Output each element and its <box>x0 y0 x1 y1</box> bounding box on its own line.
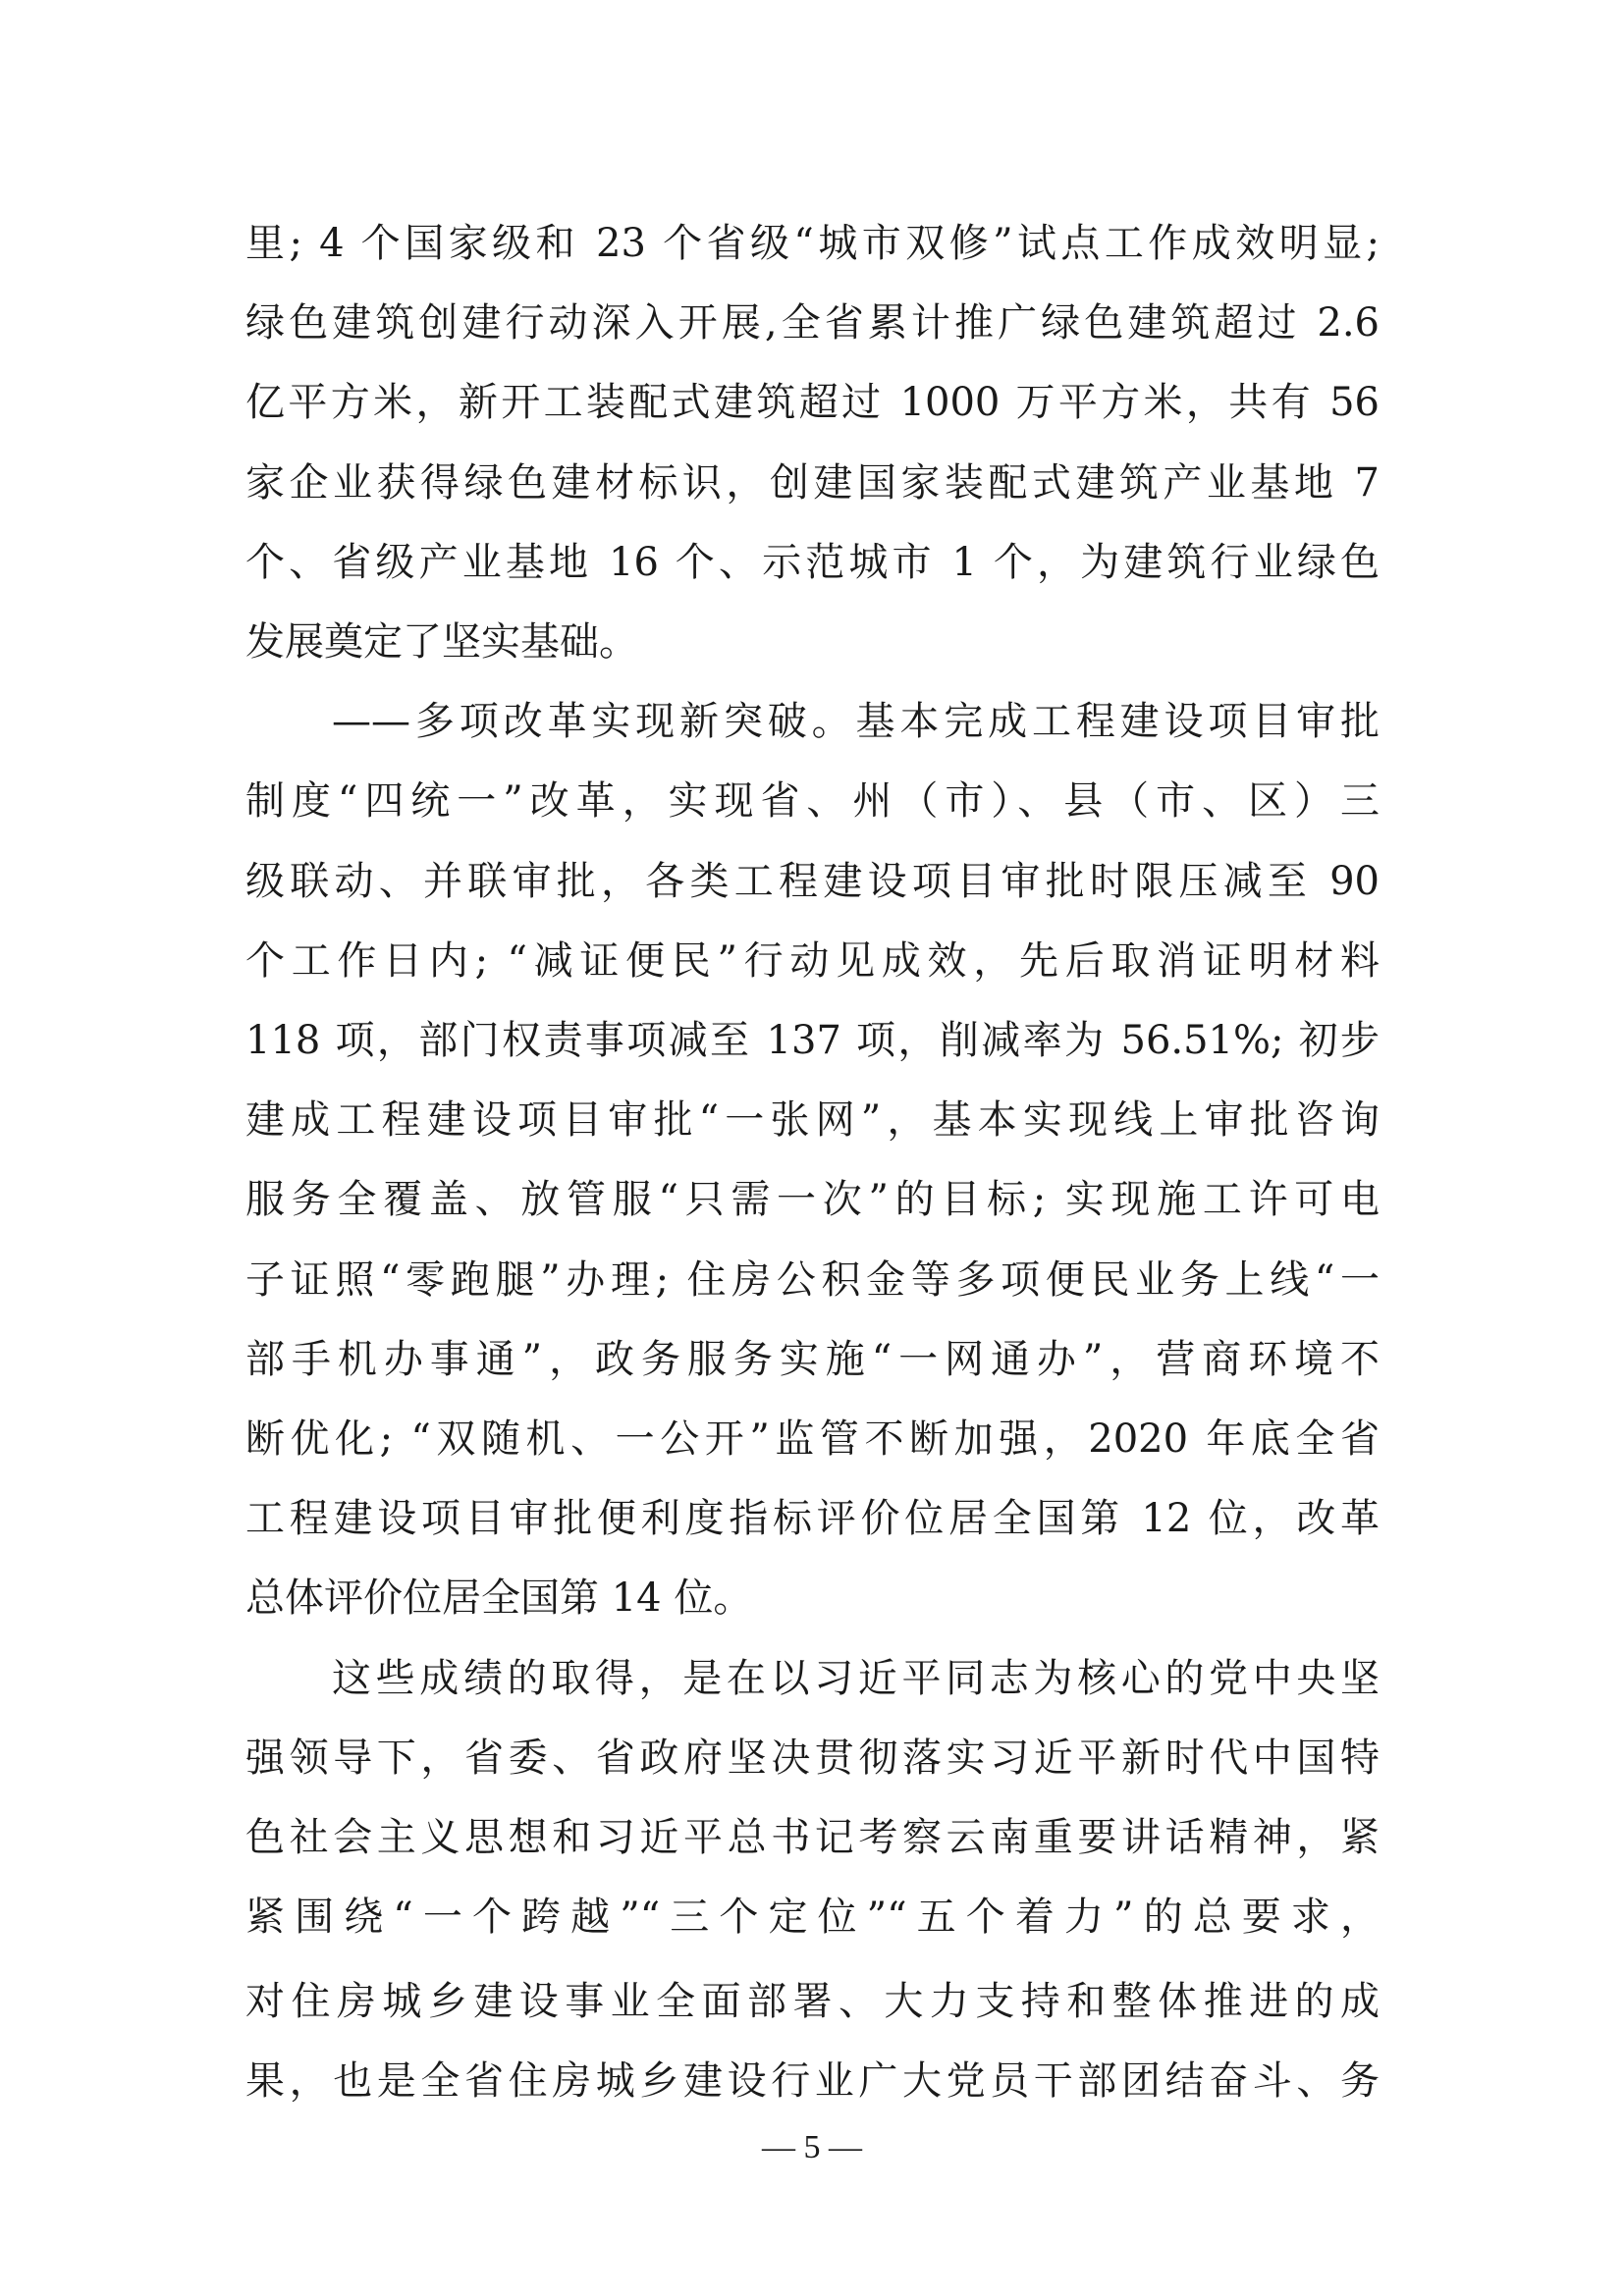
text-line: 个、省级产业基地 16 个、示范城市 1 个，为建筑行业绿色 <box>245 540 1380 585</box>
text-line: 亿平方米，新开工装配式建筑超过 1000 万平方米，共有 56 <box>245 380 1380 425</box>
text-line: 子证照“零跑腿”办理; 住房公积金等多项便民业务上线“一 <box>245 1257 1380 1303</box>
text-line: 果，也是全省住房城乡建设行业广大党员干部团结奋斗、务 <box>245 2058 1380 2104</box>
text-line: 制度“四统一”改革，实现省、州（市）、县（市、区）三 <box>245 778 1380 824</box>
text-line: 里; 4 个国家级和 23 个省级“城市双修”试点工作成效明显; <box>245 221 1380 266</box>
paragraph-heading-line: ——多项改革实现新突破。基本完成工程建设项目审批 <box>332 699 1380 744</box>
text-line: 总体评价位居全国第 14 位。 <box>245 1575 753 1621</box>
text-line: 个工作日内; “减证便民”行动见成效，先后取消证明材料 <box>245 938 1380 984</box>
text-line: 级联动、并联审批，各类工程建设项目审批时限压减至 90 <box>245 859 1380 904</box>
text-line: 建成工程建设项目审批“一张网”，基本实现线上审批咨询 <box>245 1097 1380 1143</box>
text-line: 强领导下，省委、省政府坚决贯彻落实习近平新时代中国特 <box>245 1735 1380 1781</box>
paragraph-first-line: 这些成绩的取得，是在以习近平同志为核心的党中央坚 <box>332 1656 1380 1701</box>
text-line: 118 项，部门权责事项减至 137 项，削减率为 56.51%; 初步 <box>245 1018 1380 1063</box>
text-line: 绿色建筑创建行动深入开展,全省累计推广绿色建筑超过 2.6 <box>245 300 1380 346</box>
text-line: 断优化; “双随机、一公开”监管不断加强，2020 年底全省 <box>245 1416 1380 1462</box>
text-line: 工程建设项目审批便利度指标评价位居全国第 12 位，改革 <box>245 1496 1380 1541</box>
text-line: 对住房城乡建设事业全面部署、大力支持和整体推进的成 <box>245 1979 1380 2024</box>
text-line: 色社会主义思想和习近平总书记考察云南重要讲话精神，紧 <box>245 1815 1380 1860</box>
page-number: — 5 — <box>762 2129 862 2165</box>
text-line: 发展奠定了坚实基础。 <box>245 619 638 665</box>
text-line: 部手机办事通”，政务服务实施“一网通办”，营商环境不 <box>245 1337 1380 1382</box>
text-line: 紧围绕“一个跨越”“三个定位”“五个着力”的总要求， <box>245 1895 1380 1940</box>
text-line: 服务全覆盖、放管服“只需一次”的目标; 实现施工许可电 <box>245 1177 1380 1222</box>
text-line: 家企业获得绿色建材标识，创建国家装配式建筑产业基地 7 <box>245 460 1380 506</box>
